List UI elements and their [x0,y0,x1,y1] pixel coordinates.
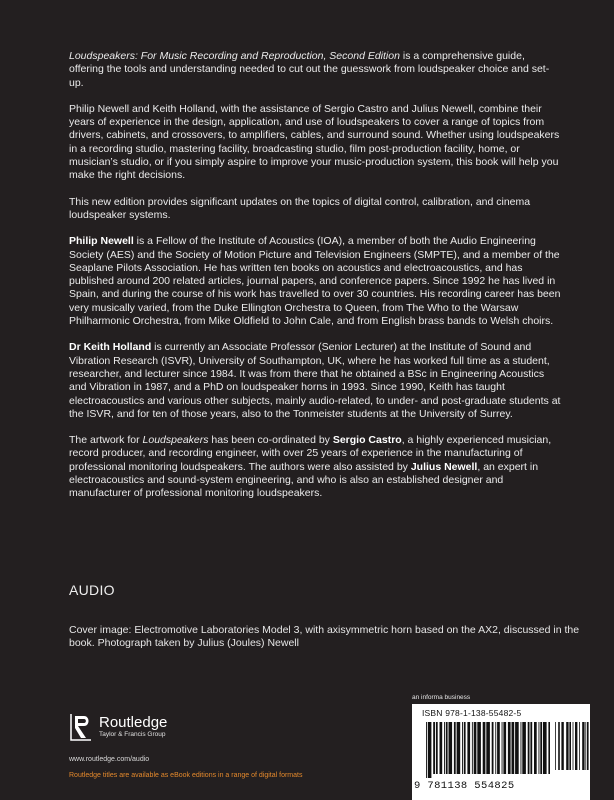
book-title-italic: Loudspeakers: For Music Recording and Reproduction, Second Edition [69,50,400,62]
cover-image-credit: Cover image: Electromotive Laboratories Model 3, with axisymmetric horn based on the AX2, discussed in the book. Photograph taken by Julius (Joules) Newell [69,624,580,650]
barcode-bar [436,722,438,774]
addon-bar [582,722,584,770]
routledge-logo-icon [69,712,93,742]
barcode-bar [477,722,481,774]
barcode-bar [497,722,500,774]
publisher-group: Taylor & Francis Group [99,731,166,738]
cover-text [69,50,561,514]
ean-barcode [426,722,550,778]
bio-newell: Philip Newell is a Fellow of the Institute of Acoustics (IOA), a member of both the Audio Engineering Society (AES) and the Society of Motion Picture and Television Engineers (SMPTE), and a member of the Seaplane Pilots Association. He has written ten books on acoustics and electroacoustics, and has published around 200 related articles, journal papers, and conference papers. Since 1992 he has lived in Spain, and during the course of his work has travelled to over 30 countries. His recording career has been very musically varied, from the Duke Ellington Orchestra to Queen, from The Who to the Warsaw Philharmonic Orchestra, from Mike Oldfield to John Cale, and from English brass bands to Welsh choirs. [69,235,561,328]
barcode-bar [433,722,435,774]
informa-label: an informa business [412,694,471,701]
addon-bar [579,722,580,770]
category-label: AUDIO [69,582,115,598]
barcode-bar [462,722,463,774]
artwork-credit: The artwork for Loudspeakers has been co-ordinated by Sergio Castro, a highly experienced musician, record producer, and recording engineer, with over 25 years of experience in the manufacturing of professional monitoring loudspeakers. The authors were also assisted by Julius Newell, an expert in electroacoustics and sound-system engineering, and who is also an established designer and manufacturer of professional monitoring loudspeakers. [69,434,552,500]
author-name-newell: Philip Newell [69,235,134,248]
addon-bar [566,722,568,770]
barcode-bar [483,722,486,774]
barcode-bar [454,722,456,774]
addon-bar [558,722,560,770]
barcode-bar [474,722,477,774]
barcode-bar [464,722,466,774]
barcode-bar [426,722,427,778]
barcode-bar [543,722,547,774]
description-topics: Philip Newell and Keith Holland, with the assistance of Sergio Castro and Julius Newell, combine their years of experience in the design, application, and use of loudspeakers to cover a range of topics from drivers, cabinets, and crossovers, to amplifiers, cables, and surround sound. Whether using loudspeakers in a recording studio, mastering facility, broadcasting studio, film post-production facility, home, or musician’s studio, or if you simply aspire to improve your music-production system, this book will help you make the right decisions. [69,102,560,182]
barcode-bar [508,722,511,774]
description-intro: Loudspeakers: For Music Recording and Reproduction, Second Edition is a comprehensive guide, offering the tools and understanding needed to cut out the guesswork from loudspeaker choice and set-up. [69,50,550,89]
barcode-bar [457,722,461,774]
addon-bar [587,722,589,770]
barcode-bar [522,722,526,774]
barcode-bar [440,722,443,774]
addon-barcode [555,722,589,770]
barcode-bar [495,722,496,774]
barcode-bar [512,722,515,774]
barcode-number: 9 781138 554825 [414,780,515,792]
publisher-name: Routledge [99,714,168,731]
description-new-edition: This new edition provides significant updates on the topics of digital control, calibration, and cinema loudspeaker systems. [69,195,531,221]
barcode-bar [502,722,503,774]
barcode-bar [515,722,519,774]
barcode-bar [486,722,490,774]
publisher-url[interactable]: www.routledge.com/audio [69,756,150,763]
barcode-bar [534,722,537,774]
barcode-bar [428,722,432,778]
barcode-bar [539,722,540,774]
addon-bar [569,722,571,770]
barcode-bar [444,722,445,774]
barcode-bar [530,722,532,774]
barcode-panel [412,704,590,800]
addon-bar [585,722,586,770]
addon-bar [555,722,556,770]
barcode-bar [492,722,494,774]
ebook-note: Routledge titles are available as eBook editions in a range of digital formats [69,772,303,779]
addon-bar [575,722,577,770]
bio-holland: Dr Keith Holland is currently an Associate Professor (Senior Lecturer) at the Institute of Sound and Vibration Research (ISVR), University of Southampton, UK, where he has worked full time as a student, researcher, and lecturer since 1984. It was from there that he obtained a BSc in Engineering Acoustics and Vibration in 1987, and a PhD on loudspeaker horns in 1993. Since 1990, Keith has taught electroacoustics and various other subjects, mainly audio-related, to under- and post-graduate students at the ISVR, and for ten of those years, also to the Tonmeister students at the University of Surrey. [69,341,561,420]
addon-bar [573,722,574,770]
barcode-bar [540,722,542,774]
barcode-bar [449,722,453,774]
barcode-bar [467,722,470,774]
barcode-bar [472,722,473,774]
publisher-logo [69,712,167,742]
barcode-bar [528,722,530,774]
addon-bar [561,722,563,770]
barcode-bar [548,722,550,774]
barcode-bar [446,722,448,774]
barcode-bar [521,722,522,774]
barcode-bar [503,722,506,774]
author-name-holland: Dr Keith Holland [69,341,152,354]
isbn-text: ISBN 978-1-138-55482-5 [422,708,522,718]
